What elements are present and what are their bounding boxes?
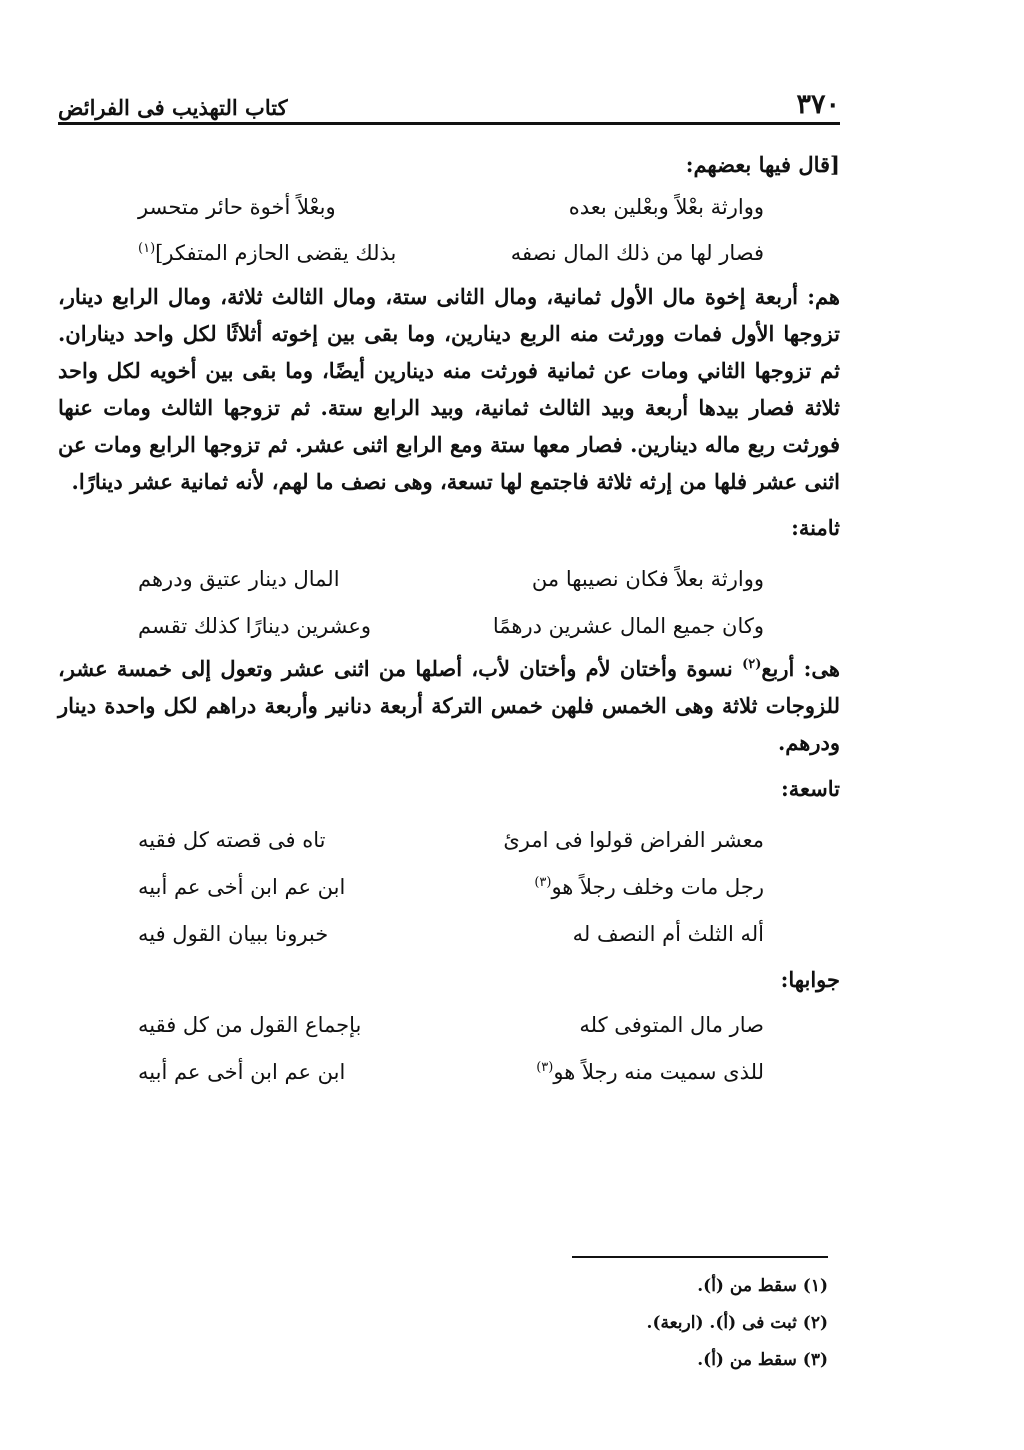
section-label: تاسعة: — [781, 776, 840, 801]
page-number: ٣٧٠ — [796, 89, 840, 120]
verse-second-hemistich: وعشرين دينارًا كذلك تقسم — [138, 614, 372, 638]
verse-first-hemistich: وكان جميع المال عشرين درهمًا — [492, 614, 764, 638]
poem — [58, 556, 840, 650]
footnotes — [58, 1268, 828, 1379]
footnote-ref: (٣) — [536, 1060, 554, 1075]
footnote: (٢) ثبت فى (أ). (اربعة). — [646, 1313, 828, 1333]
answer-paragraph: هم: أربعة إخوة مال الأول ثمانية، ومال الثانى ستة، ومال الثالث ثلاثة، ومال الرابع دينار، تزوجها الأول فمات وورثت منه الربع دينارين، وما بقى بين إخوته أثلاثًا لكل واحد ديناران. ثم تزوجها الثاني ومات عن ثمانية فورثت منه دينارين أيضًا، وما بقى بين أخويه لكل واحد ثلاثة فصار بيدها أربعة وبيد الثالث ثمانية، وبيد الرابع ستة. ثم تزوجها الثالث ومات عنها فورثت ربع ماله دينارين. فصار معها ستة ومع الرابع اثنى عشر. ثم تزوجها الرابع ومات عن اثنى عشر فلها من إرثه ثلاثة فاجتمع لها تسعة، وهى نصف ما لهم، لأنه ثمانية عشر دينارًا. — [58, 284, 840, 494]
footnote-ref: (٢) — [742, 657, 762, 672]
poem — [58, 817, 840, 958]
section-label: [قال فيها بعضهم: — [685, 152, 840, 177]
verse-first-hemistich: صار مال المتوفى كله — [579, 1013, 764, 1037]
section-label: ثامنة: — [791, 515, 840, 540]
footnote: (١) سقط من (أ). — [697, 1276, 828, 1296]
verse-line — [138, 911, 764, 958]
page-content — [58, 146, 840, 1096]
verse-line — [138, 817, 764, 864]
verse-first-hemistich: أله الثلث أم النصف له — [572, 922, 764, 946]
footnote-ref: (٣) — [534, 875, 552, 890]
verse-second-hemistich: بإجماع القول من كل فقيه — [138, 1013, 362, 1037]
verse-line — [138, 603, 764, 650]
verse-line — [138, 864, 764, 911]
verse-line — [138, 1049, 764, 1096]
verse-first-hemistich: معشر الفراض قولوا فى امرئ — [503, 828, 764, 852]
verse-second-hemistich: تاه فى قصته كل فقيه — [138, 828, 326, 852]
verse-first-hemistich: ووارثة بعْلاً وبعْلين بعده — [568, 195, 764, 219]
verse-second-hemistich: ابن عم ابن أخى عم أبيه — [138, 875, 346, 899]
verse-line — [138, 556, 764, 603]
answer-text: هى: أربع — [761, 656, 841, 681]
section-label: جوابها: — [780, 967, 840, 992]
header-rule — [58, 122, 840, 125]
poem — [58, 184, 840, 276]
answer-text: نسوة وأختان لأم وأختان لأب، أصلها من اثنى عشر وتعول إلى خمسة عشر، للزوجات ثلاثة وهى الخمس فلهن خمس التركة أربعة دنانير وأربعة دراهم لكل واحدة دينار ودرهم. — [58, 656, 840, 755]
verse-second-hemistich: ابن عم ابن أخى عم أبيه — [138, 1060, 346, 1084]
footnote: (٣) سقط من (أ). — [697, 1350, 828, 1370]
answer-paragraph — [58, 650, 840, 761]
verse-second-hemistich: خبرونا ببيان القول فيه — [138, 922, 329, 946]
verse-text: رجل مات وخلف رجلاً هو — [551, 875, 764, 899]
verse-first-hemistich — [476, 864, 764, 911]
verse-first-hemistich — [476, 1049, 764, 1096]
book-title: كتاب التهذيب فى الفرائض — [58, 95, 288, 120]
verse-first-hemistich: ووارثة بعلاً فكان نصيبها من — [531, 567, 764, 591]
verse-second-hemistich: المال دينار عتيق ودرهم — [138, 567, 340, 591]
verse-text: بذلك يقضى الحازم المتفكر] — [155, 241, 397, 265]
verse-second-hemistich: وبعْلاً أخوة حائر متحسر — [138, 195, 336, 219]
book-page — [58, 70, 840, 1380]
footnote-ref: (١) — [138, 241, 156, 256]
verse-first-hemistich: فصار لها من ذلك المال نصفه — [510, 241, 764, 265]
verse-line — [138, 1002, 764, 1049]
verse-line — [138, 230, 764, 276]
footnote-separator — [572, 1256, 828, 1258]
poem — [58, 1002, 840, 1096]
verse-second-hemistich — [138, 230, 426, 276]
verse-line — [138, 184, 764, 230]
verse-text: للذى سميت منه رجلاً هو — [553, 1060, 764, 1084]
running-header — [58, 84, 840, 120]
